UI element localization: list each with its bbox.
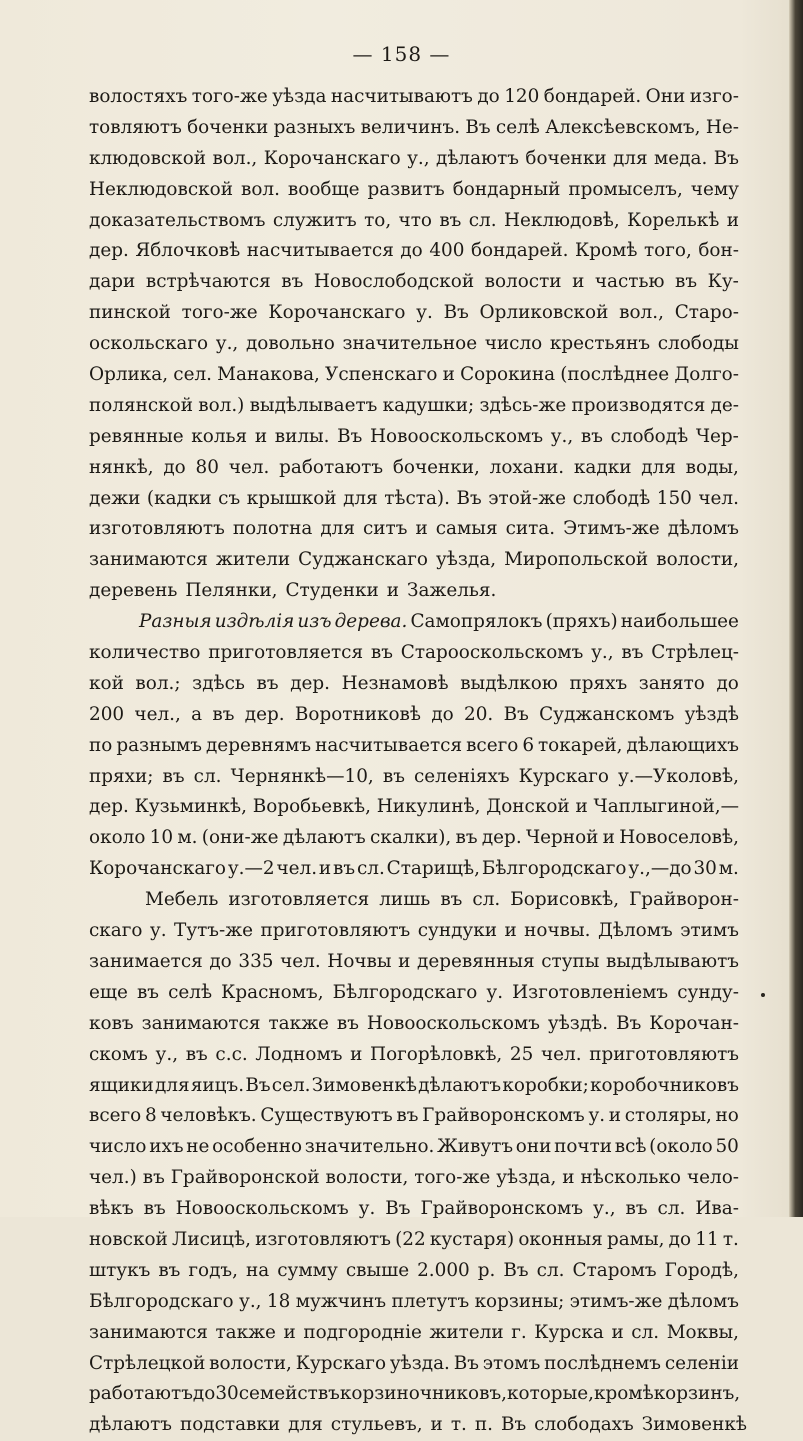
text-line: дер. Кузьминкѣ, Воробьевкѣ, Никулинѣ, Донской и Чаплыгиной,— <box>89 796 739 818</box>
text-line: число ихъ не особенно значительно. Живутъ они почти всѣ (около 50 <box>89 1136 739 1158</box>
text-line: количество приготовляется въ Старооскольскомъ у., въ Стрѣлец- <box>89 642 739 664</box>
page-number: — 158 — <box>352 42 451 66</box>
text-line: Мебель изготовляется лишь въ сл. Борисовкѣ, Грайворон- <box>145 889 739 911</box>
text-line: скаго у. Тутъ-же приготовляютъ сундуки и ночвы. Дѣломъ этимъ <box>89 920 739 942</box>
text-line: чел.) въ Грайворонской волости, того-же уѣзда, и нѣсколько чело- <box>89 1167 739 1189</box>
text-line: скомъ у., въ с.с. Лодномъ и Погорѣловкѣ, 25 чел. приготовляютъ <box>89 1043 739 1065</box>
text-line: вѣкъ въ Новооскольскомъ у. Въ Грайворонскомъ у., въ сл. Ива- <box>89 1198 739 1220</box>
text-line: пинской того-же Корочанскаго у. Въ Орликовской вол., Старо- <box>89 302 739 324</box>
text-line: занимается до 335 чел. Ночвы и деревянныя ступы выдѣлываютъ <box>89 950 739 972</box>
text-line: Корочанскаго у.—2 чел. и въ сл. Старищѣ, Бѣлгородскаго у.,—до 30 м. <box>89 858 739 880</box>
text-line: дер. Яблочковѣ насчитывается до 400 бондарей. Кромѣ того, бон- <box>89 240 739 262</box>
text-line: ревянные колья и вилы. Въ Новооскольскомъ у., въ слободѣ Чер- <box>89 425 739 447</box>
text-line: занимаются жители Суджанскаго уѣзда, Миропольской волости, <box>89 549 739 571</box>
text-line: новской Лисицѣ, изготовляютъ (22 кустаря) оконныя рамы, до 11 т. <box>89 1228 739 1250</box>
text-line: всего 8 человѣкъ. Существуютъ въ Грайворонскомъ у. и столяры, но <box>89 1105 739 1127</box>
text-line: нянкѣ, до 80 чел. работаютъ боченки, лохани. кадки для воды, <box>89 456 739 478</box>
text-line: Бѣлгородскаго у., 18 мужчинъ плетутъ корзины; этимъ-же дѣломъ <box>89 1290 739 1312</box>
text-line: дари встрѣчаются въ Новослободской волости и частью въ Ку- <box>89 271 739 293</box>
text-line: ковъ занимаются также въ Новооскольскомъ уѣздѣ. Въ Корочан- <box>89 1012 739 1034</box>
text-line: 200 чел., а въ дер. Воротниковѣ до 20. Въ Суджанскомъ уѣздѣ <box>89 703 739 725</box>
text-line: дежи (кадки съ крышкой для тѣста). Въ этой-же слободѣ 150 чел. <box>89 487 739 509</box>
margin-dot-mark <box>761 993 765 997</box>
text-line: дѣлаютъ подставки для стульевъ, и т. п. Въ слободахъ Зимовенкѣ <box>89 1414 747 1436</box>
text-line: полянской вол.) выдѣлываетъ кадушки; здѣсь-же производятся де- <box>89 394 739 416</box>
text-line: Стрѣлецкой волости, Курскаго уѣзда. Въ этомъ послѣднемъ селеніи <box>89 1352 739 1374</box>
text-line: кой вол.; здѣсь въ дер. Незнамовѣ выдѣлкою пряхъ занято до <box>89 672 739 694</box>
text-line: занимаются также и подгородніе жители г. Курска и сл. Моквы, <box>89 1321 739 1343</box>
text-line: оскольскаго у., довольно значительное число крестьянъ слободы <box>89 333 739 355</box>
text-line: деревень Пелянки, Студенки и Зажелья. <box>89 580 497 602</box>
text-line: Разныя издѣлія изъ дерева. Самопрялокъ (пряхъ) наибольшее <box>139 611 739 633</box>
text-line: еще въ селѣ Красномъ, Бѣлгородскаго у. Изготовленіемъ сунду- <box>89 981 739 1003</box>
text-line: волостяхъ того-же уѣзда насчитываютъ до 120 бондарей. Они изго- <box>89 86 739 107</box>
body-text <box>89 82 747 1441</box>
text-line: доказательствомъ служитъ то, что въ сл. Неклюдовѣ, Корелькѣ и <box>89 209 739 231</box>
text-line: ящики для яицъ. Въ сел. Зимовенкѣ дѣлаютъ коробки; коробочниковъ <box>89 1074 739 1096</box>
text-line: клюдовской вол., Корочанскаго у., дѣлаютъ боченки для меда. Въ <box>89 147 739 169</box>
text-line: штукъ въ годъ, на сумму свыше 2.000 р. Въ сл. Старомъ Городѣ, <box>89 1259 739 1281</box>
text-line: изготовляютъ полотна для ситъ и самыя сита. Этимъ-же дѣломъ <box>89 518 739 540</box>
text-line: работаютъ до 30 семействъ корзиночниковъ, которые, кромѣ корзинъ, <box>89 1383 741 1405</box>
text-line: по разнымъ деревнямъ насчитывается всего 6 токарей, дѣлающихъ <box>89 734 739 756</box>
text-line: Неклюдовской вол. вообще развитъ бондарный промыселъ, чему <box>89 178 739 200</box>
text-line: пряхи; въ сл. Чернянкѣ—10, въ селеніяхъ Курскаго у.—Уколовѣ, <box>89 765 739 787</box>
text-line: Орлика, сел. Манакова, Успенскаго и Сорокина (послѣднее Долго- <box>89 364 739 386</box>
book-spine-shadow <box>789 0 803 1217</box>
text-line: около 10 м. (они-же дѣлаютъ скалки), въ дер. Черной и Новоселовѣ, <box>89 827 739 849</box>
text-line: товляютъ боченки разныхъ величинъ. Въ селѣ Алексѣевскомъ, Не- <box>89 116 739 138</box>
